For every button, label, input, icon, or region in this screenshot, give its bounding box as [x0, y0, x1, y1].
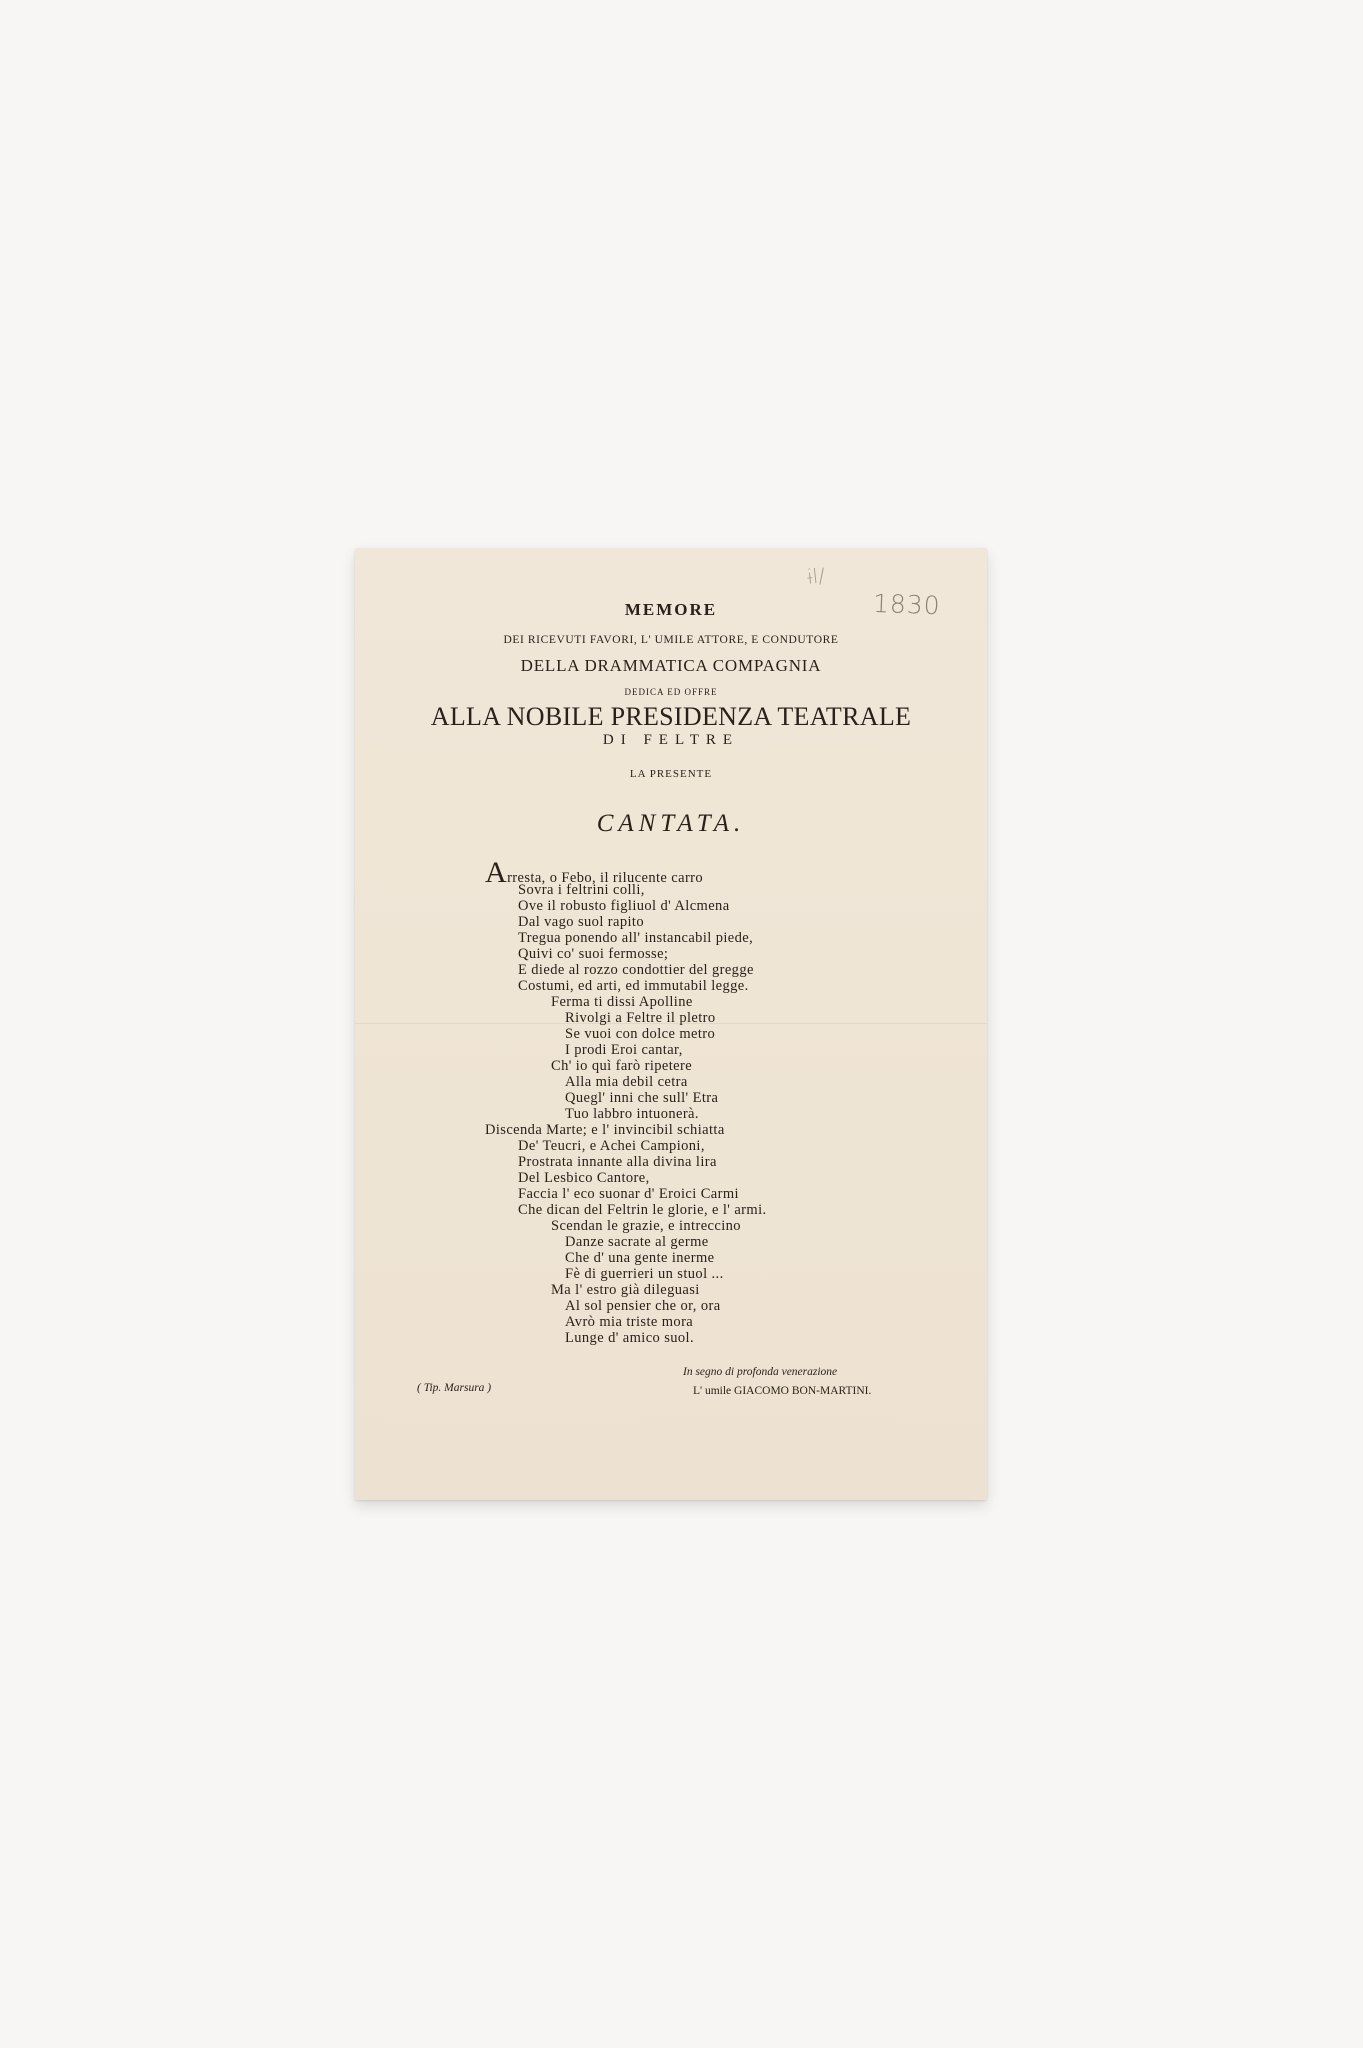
poem-line: Quivi co' suoi fermosse;	[518, 946, 669, 962]
pencil-annotation: ɨl/	[805, 563, 827, 589]
subtitle-della-compagnia: DELLA DRAMMATICA COMPAGNIA	[520, 656, 822, 675]
dedication-signature-line2: L' umile GIACOMO BON-MARTINI.	[693, 1385, 872, 1397]
poem-line: Del Lesbico Cantore,	[518, 1170, 650, 1186]
poem-line: Se vuoi con dolce metro	[565, 1026, 716, 1042]
poem-line: Lunge d' amico suol.	[565, 1330, 695, 1346]
dedication-signature-line1: In segno di profonda venerazione	[683, 1366, 838, 1378]
poem-line: Tuo labbro intuonerà.	[565, 1106, 699, 1122]
poem-line: Fè di guerrieri un stuol ...	[565, 1266, 724, 1282]
poem-line: I prodi Eroi cantar,	[565, 1042, 683, 1058]
poem-line: Ove il robusto figliuol d' Alcmena	[518, 898, 730, 914]
poem-line: Alla mia debil cetra	[565, 1074, 688, 1090]
heading-alla-nobile: ALLA NOBILE PRESIDENZA TEATRALE	[430, 702, 912, 731]
poem-line: Danze sacrate al germe	[565, 1234, 709, 1250]
poem-line: Avrò mia triste mora	[565, 1314, 694, 1330]
poem-line: De' Teucri, e Achei Campioni,	[518, 1138, 705, 1154]
poem-line: Costumi, ed arti, ed immutabil legge.	[518, 978, 749, 994]
subtitle-dedica: DEDICA ED OFFRE	[624, 687, 718, 697]
poem-line: Ch' io quì farò ripetere	[551, 1058, 693, 1074]
poem-line: Sovra i feltrini colli,	[518, 882, 645, 898]
poem-line: Dal vago suol rapito	[518, 914, 644, 930]
poem-line: Tregua ponendo all' instancabil piede,	[518, 930, 754, 946]
poem-line: Che d' una gente inerme	[565, 1250, 715, 1266]
poem-line: Al sol pensier che or, ora	[565, 1298, 721, 1314]
poem-line: Ma l' estro già dileguasi	[551, 1282, 700, 1298]
handwritten-year: 1830	[872, 588, 942, 621]
poem-line: Rivolgi a Feltre il pletro	[565, 1010, 716, 1026]
poem-line: Scendan le grazie, e intreccino	[551, 1218, 741, 1234]
subtitle-la-presente: LA PRESENTE	[629, 768, 713, 780]
poem-line: Arresta, o Febo, il rilucente carro	[485, 856, 704, 889]
poem-line: Faccia l' eco suonar d' Eroici Carmi	[518, 1186, 739, 1202]
document-sheet	[355, 548, 987, 1500]
poem-line: Che dican del Feltrin le glorie, e l' armi.	[518, 1202, 767, 1218]
drop-cap: A	[485, 856, 508, 889]
poem-line: Quegl' inni che sull' Etra	[565, 1090, 719, 1106]
heading-cantata: CANTATA.	[596, 810, 746, 837]
subtitle-dei-ricevuti: DEI RICEVUTI FAVORI, L' UMILE ATTORE, E CONDUTORE	[503, 634, 839, 646]
title-memore: MEMORE	[624, 600, 718, 619]
printer-imprint: ( Tip. Marsura )	[417, 1382, 492, 1394]
poem-line: E diede al rozzo condottier del gregge	[518, 962, 754, 978]
poem-line: Prostrata innante alla divina lira	[518, 1154, 717, 1170]
heading-di-feltre: DI FELTRE	[602, 732, 740, 748]
poem-line: Ferma ti dissi Apolline	[551, 994, 693, 1010]
poem-line: Discenda Marte; e l' invincibil schiatta	[485, 1122, 725, 1138]
